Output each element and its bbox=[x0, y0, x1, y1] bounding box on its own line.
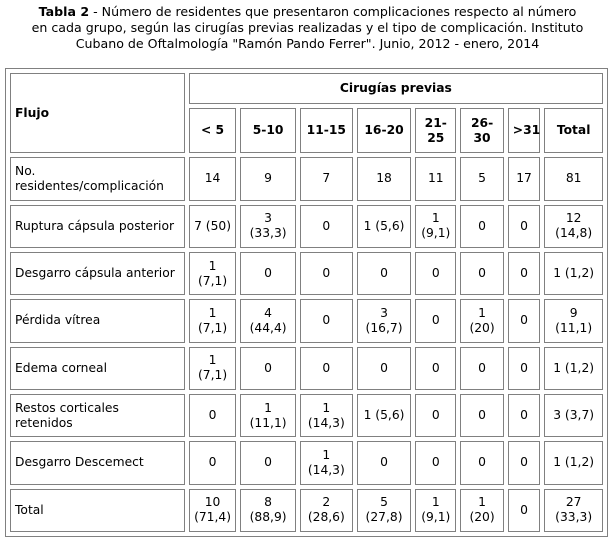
table-cell: 0 bbox=[240, 347, 295, 390]
table-cell: 0 bbox=[460, 205, 503, 248]
caption-line-1 bbox=[0, 4, 615, 20]
table-cell: 0 bbox=[357, 441, 411, 484]
table-cell: 1 (5,6) bbox=[357, 394, 411, 437]
table-cell: 0 bbox=[415, 394, 456, 437]
table-cell: 1 (20) bbox=[460, 489, 503, 532]
column-header: < 5 bbox=[189, 108, 237, 153]
table-cell: 0 bbox=[189, 441, 237, 484]
column-header: 26- 30 bbox=[460, 108, 503, 153]
caption-line-3: Cubano de Oftalmología "Ramón Pando Ferrer". Junio, 2012 - enero, 2014 bbox=[75, 36, 540, 51]
table-row bbox=[10, 347, 603, 390]
table-cell: 7 (50) bbox=[189, 205, 237, 248]
table-cell: 1 (9,1) bbox=[415, 205, 456, 248]
table-cell: 0 bbox=[415, 252, 456, 295]
table-cell: 14 bbox=[189, 157, 237, 200]
column-header: 21- 25 bbox=[415, 108, 456, 153]
table-cell: 1 (9,1) bbox=[415, 489, 456, 532]
table-cell: 0 bbox=[240, 441, 295, 484]
table-cell: 7 bbox=[300, 157, 353, 200]
table-cell: 3 (16,7) bbox=[357, 299, 411, 342]
table-cell: 27 (33,3) bbox=[544, 489, 603, 532]
table-cell: 1 (1,2) bbox=[544, 347, 603, 390]
table-cell: 0 bbox=[508, 252, 541, 295]
table-cell: 0 bbox=[508, 299, 541, 342]
table-cell: 17 bbox=[508, 157, 541, 200]
table-cell: 0 bbox=[357, 252, 411, 295]
table-cell: 5 (27,8) bbox=[357, 489, 411, 532]
table-row bbox=[10, 441, 603, 484]
table-cell: 1 (14,3) bbox=[300, 394, 353, 437]
table-cell: 0 bbox=[415, 347, 456, 390]
table-cell: 81 bbox=[544, 157, 603, 200]
table-row bbox=[10, 205, 603, 248]
table-cell: 0 bbox=[508, 347, 541, 390]
table-cell: 2 (28,6) bbox=[300, 489, 353, 532]
table-cell: 4 (44,4) bbox=[240, 299, 295, 342]
group-header-cirugias: Cirugías previas bbox=[189, 73, 603, 104]
table-cell: 0 bbox=[357, 347, 411, 390]
table-cell: 0 bbox=[415, 299, 456, 342]
table-caption bbox=[0, 4, 615, 52]
caption-text-1: - Número de residentes que presentaron complicaciones respecto al número bbox=[93, 4, 577, 19]
table-cell: 0 bbox=[460, 347, 503, 390]
table-cell: 12 (14,8) bbox=[544, 205, 603, 248]
table-cell: 3 (3,7) bbox=[544, 394, 603, 437]
table-cell: 18 bbox=[357, 157, 411, 200]
caption-line-2: en cada grupo, según las cirugías previas realizadas y el tipo de complicación. Instituto bbox=[31, 20, 584, 35]
data-table bbox=[6, 69, 607, 536]
table-cell: 9 bbox=[240, 157, 295, 200]
column-header: >31 bbox=[508, 108, 541, 153]
table-cell: 0 bbox=[460, 394, 503, 437]
table-cell: 0 bbox=[460, 252, 503, 295]
table-cell: 10 (71,4) bbox=[189, 489, 237, 532]
table-cell: 1 (1,2) bbox=[544, 252, 603, 295]
table-row bbox=[10, 299, 603, 342]
table-cell: 8 (88,9) bbox=[240, 489, 295, 532]
table-cell: 0 bbox=[300, 347, 353, 390]
table-cell: 1 (5,6) bbox=[357, 205, 411, 248]
caption-label: Tabla 2 bbox=[38, 4, 90, 19]
table-row bbox=[10, 489, 603, 532]
row-label: Ruptura cápsula posterior bbox=[10, 205, 185, 248]
table-cell: 1 (11,1) bbox=[240, 394, 295, 437]
table-cell: 1 (20) bbox=[460, 299, 503, 342]
table-row bbox=[10, 157, 603, 200]
row-label: Edema corneal bbox=[10, 347, 185, 390]
row-label: Desgarro Descemect bbox=[10, 441, 185, 484]
row-label: No. residentes/complicación bbox=[10, 157, 185, 200]
table-cell: 0 bbox=[300, 252, 353, 295]
table-cell: 0 bbox=[189, 394, 237, 437]
table-cell: 0 bbox=[415, 441, 456, 484]
data-table-frame bbox=[5, 68, 608, 537]
table-cell: 0 bbox=[240, 252, 295, 295]
table-cell: 0 bbox=[460, 441, 503, 484]
column-header: 11-15 bbox=[300, 108, 353, 153]
table-cell: 0 bbox=[508, 394, 541, 437]
table-cell: 5 bbox=[460, 157, 503, 200]
table-cell: 0 bbox=[508, 489, 541, 532]
table-cell: 0 bbox=[508, 205, 541, 248]
table-cell: 0 bbox=[300, 299, 353, 342]
row-label: Pérdida vítrea bbox=[10, 299, 185, 342]
table-cell: 1 (7,1) bbox=[189, 347, 237, 390]
column-header: 16-20 bbox=[357, 108, 411, 153]
table-row bbox=[10, 394, 603, 437]
row-label: Restos corticales retenidos bbox=[10, 394, 185, 437]
table-cell: 11 bbox=[415, 157, 456, 200]
table-cell: 1 (7,1) bbox=[189, 299, 237, 342]
column-header: Total bbox=[544, 108, 603, 153]
table-cell: 1 (14,3) bbox=[300, 441, 353, 484]
row-label: Total bbox=[10, 489, 185, 532]
table-row bbox=[10, 252, 603, 295]
table-cell: 1 (7,1) bbox=[189, 252, 237, 295]
table-cell: 9 (11,1) bbox=[544, 299, 603, 342]
table-cell: 0 bbox=[508, 441, 541, 484]
table-cell: 1 (1,2) bbox=[544, 441, 603, 484]
table-cell: 0 bbox=[300, 205, 353, 248]
table-cell: 3 (33,3) bbox=[240, 205, 295, 248]
row-label: Desgarro cápsula anterior bbox=[10, 252, 185, 295]
row-header-flujo: Flujo bbox=[10, 73, 185, 153]
column-header: 5-10 bbox=[240, 108, 295, 153]
